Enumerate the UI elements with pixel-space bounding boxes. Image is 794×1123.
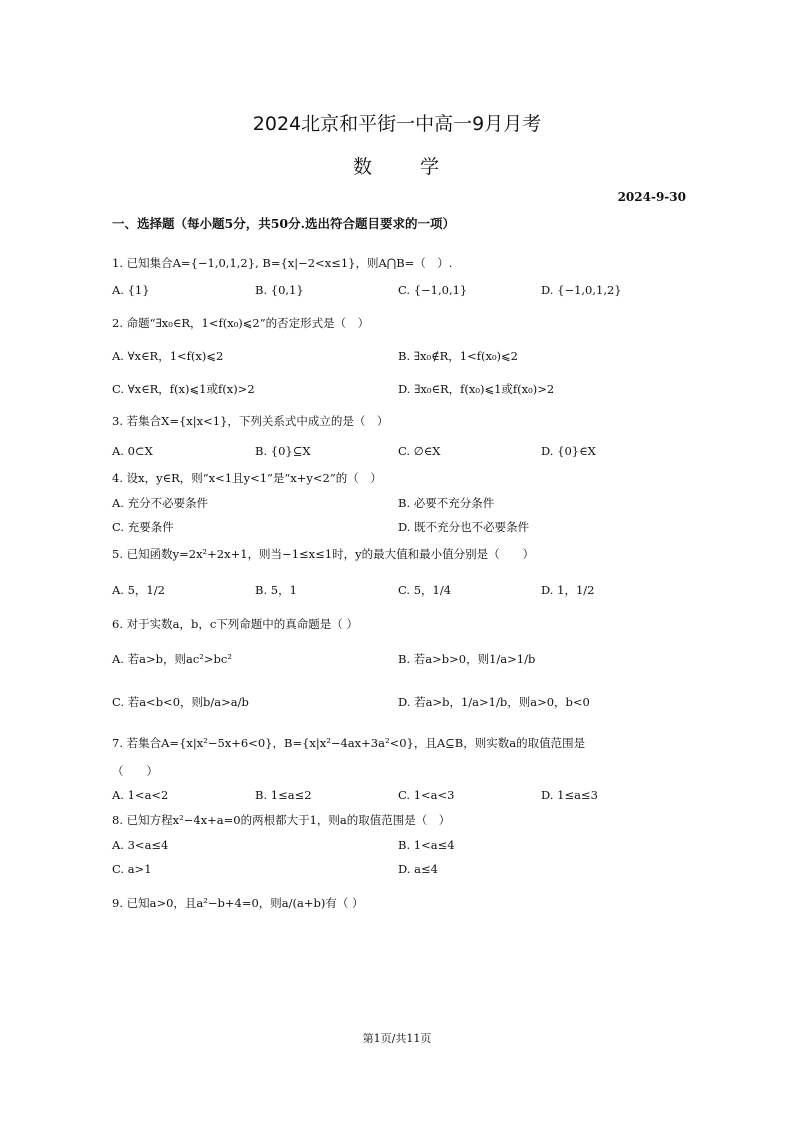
question-8-stem: 8. 已知方程x²−4x+a=0的两根都大于1，则a的取值范围是（ ） — [112, 813, 451, 827]
page-number: 第1页/共11页 — [362, 1032, 432, 1045]
subject-char-1: 数 — [352, 156, 374, 178]
exam-date: 2024-9-30 — [617, 190, 686, 204]
question-2-options-row-2 — [112, 381, 712, 403]
question-8-options-row-1 — [112, 838, 712, 860]
option-d: D. 既不充分也不必要条件 — [398, 520, 530, 534]
option-a: A. 若a>b，则ac²>bc² — [112, 652, 232, 666]
option-b: B. 必要不充分条件 — [398, 496, 495, 510]
question-6-stem: 6. 对于实数a，b，c下列命题中的真命题是（ ） — [112, 617, 358, 631]
option-c: C. ∀x∈R，f(x)⩽1或f(x)>2 — [112, 382, 255, 396]
question-5-options — [112, 582, 712, 604]
option-c: C. 5，1/4 — [398, 583, 452, 597]
option-d: D. {0}∈X — [541, 444, 596, 458]
option-c: C. 1<a<3 — [398, 788, 455, 802]
option-a: A. 0⊂X — [112, 444, 153, 458]
option-a: A. 1<a<2 — [112, 788, 169, 802]
option-b: B. 1<a≤4 — [398, 838, 455, 852]
option-a: A. ∀x∈R，1<f(x)⩽2 — [112, 349, 224, 363]
option-d: D. 1，1/2 — [541, 583, 595, 597]
question-4-options-row-1 — [112, 495, 712, 517]
option-a: A. 5，1/2 — [112, 583, 165, 597]
option-b: B. 若a>b>0，则1/a>1/b — [398, 652, 536, 666]
option-d: D. a≤4 — [398, 862, 438, 876]
option-a: A. 3<a≤4 — [112, 838, 169, 852]
question-9-stem: 9. 已知a>0，且a²−b+4=0，则a/(a+b)有（ ） — [112, 896, 364, 910]
question-4-stem: 4. 设x，y∈R，则“x<1且y<1”是“x+y<2”的（ ） — [112, 471, 382, 485]
section-heading: 一、选择题（每小题5分，共50分.选出符合题目要求的一项） — [112, 216, 455, 231]
option-b: B. 1≤a≤2 — [255, 788, 312, 802]
option-b: B. ∃x₀∉R，1<f(x₀)⩽2 — [398, 349, 518, 363]
option-b: B. {0}⊆X — [255, 444, 311, 458]
question-5-stem: 5. 已知函数y=2x²+2x+1，则当−1≤x≤1时，y的最大值和最小值分别是（ ） — [112, 547, 535, 561]
option-c: C. a>1 — [112, 862, 152, 876]
option-a: A. 充分不必要条件 — [112, 496, 209, 510]
option-c: C. 若a<b<0，则b/a>a/b — [112, 695, 249, 709]
option-d: D. 若a>b，1/a>1/b，则a>0，b<0 — [398, 695, 590, 709]
option-a: A. {1} — [112, 283, 150, 297]
question-6-options-row-2 — [112, 694, 712, 716]
option-c: C. {−1,0,1} — [398, 283, 468, 297]
question-7-stem: 7. 若集合A={x|x²−5x+6<0}，B={x|x²−4ax+3a²<0}，且A⊆B，则实数a的取值范围是 — [112, 736, 586, 750]
question-3-stem: 3. 若集合X={x|x<1}，下列关系式中成立的是（ ） — [112, 414, 389, 428]
option-c: C. ∅∈X — [398, 444, 441, 458]
question-8-options-row-2 — [112, 862, 712, 884]
exam-title: 2024北京和平街一中高一9月月考 — [252, 113, 542, 135]
question-3-options — [112, 444, 712, 466]
question-2-stem: 2. 命题“∃x₀∈R，1<f(x₀)⩽2”的否定形式是（ ） — [112, 316, 370, 330]
question-2-options-row-1 — [112, 348, 712, 370]
subject-heading — [0, 152, 794, 179]
question-1-stem: 1. 已知集合A={−1,0,1,2}, B={x|−2<x≤1}，则A⋂B=（ ）. — [112, 256, 453, 270]
option-d: D. 1≤a≤3 — [541, 788, 598, 802]
question-4-options-row-2 — [112, 519, 712, 541]
question-7-stem-cont: （ ） — [112, 764, 158, 778]
question-7-options — [112, 788, 712, 810]
option-b: B. 5，1 — [255, 583, 297, 597]
question-6-options-row-1 — [112, 651, 712, 673]
option-d: D. {−1,0,1,2} — [541, 283, 622, 297]
subject-char-2: 学 — [420, 156, 442, 178]
option-c: C. 充要条件 — [112, 520, 174, 534]
question-1-options — [112, 283, 712, 305]
option-d: D. ∃x₀∈R，f(x₀)⩽1或f(x₀)>2 — [398, 382, 555, 396]
option-b: B. {0,1} — [255, 283, 304, 297]
